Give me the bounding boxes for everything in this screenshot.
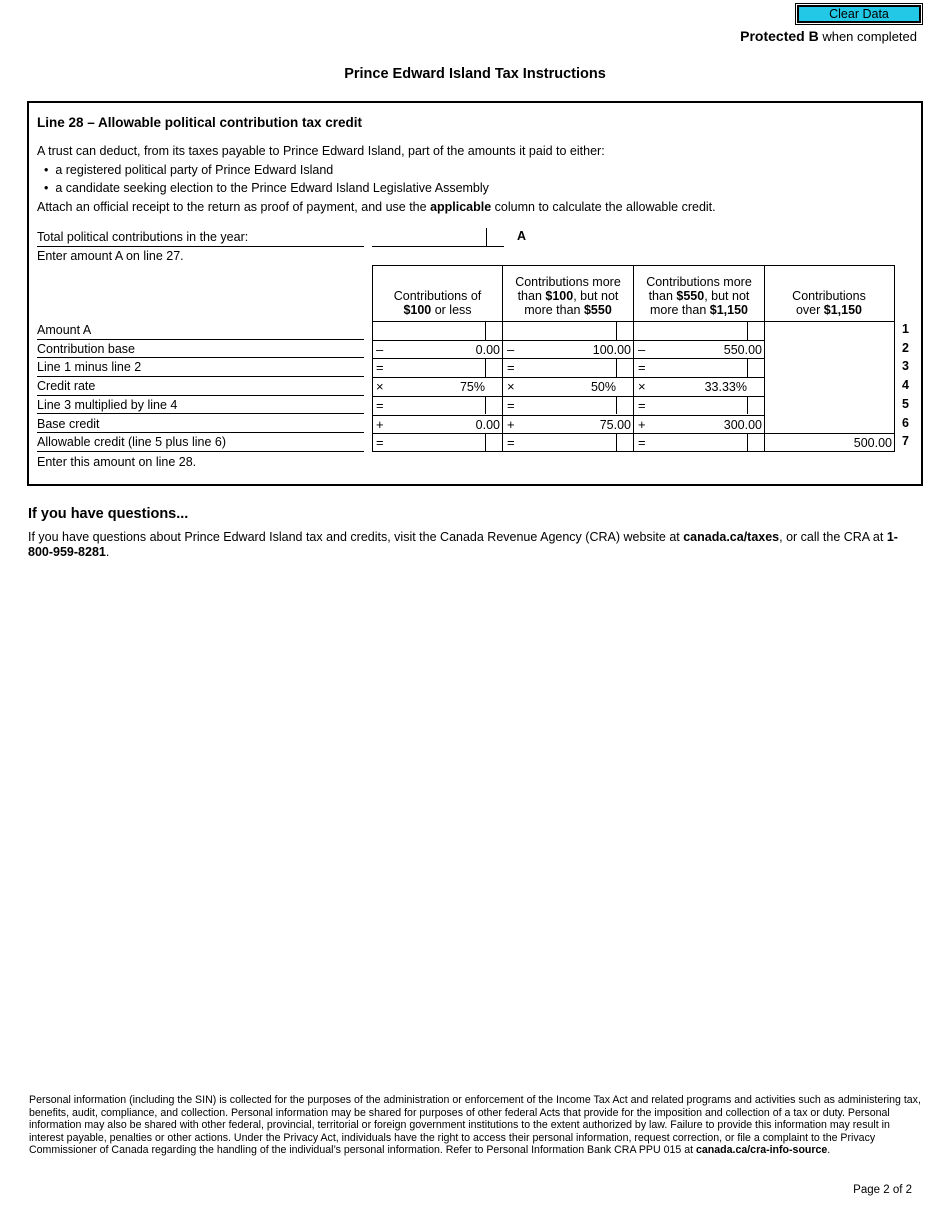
cents-separator: [747, 321, 748, 340]
cell-value: 75%: [459, 380, 485, 395]
operator-symbol: –: [507, 341, 515, 357]
section-heading: Line 28 – Allowable political contribution tax credit: [37, 115, 363, 130]
operator-symbol: =: [507, 360, 515, 376]
table-cell-value: [634, 340, 765, 359]
line-number: 5: [902, 396, 909, 411]
table-cell-input[interactable]: [503, 433, 634, 452]
operator-symbol: +: [376, 416, 384, 432]
enter-amount-a-note: Enter amount A on line 27.: [37, 249, 184, 263]
operator-symbol: =: [507, 435, 515, 451]
cents-separator: [485, 359, 486, 377]
line-number: 6: [902, 415, 909, 430]
operator-symbol: =: [376, 397, 384, 413]
table-cell-input[interactable]: [372, 321, 503, 340]
table-cell-value: [372, 377, 503, 396]
page-title: Prince Edward Island Tax Instructions: [344, 66, 606, 82]
enter-line-28-note: Enter this amount on line 28.: [37, 455, 197, 469]
table-cell-value: [503, 377, 634, 396]
intro-text: A trust can deduct, from its taxes payable to Prince Edward Island, part of the amounts it paid to either:: [37, 144, 605, 158]
page-number: Page 2 of 2: [853, 1184, 912, 1196]
info-source-link[interactable]: canada.ca/cra-info-source: [696, 1144, 828, 1157]
cell-value: 33.33%: [704, 380, 747, 395]
table-cell-value: [503, 340, 634, 359]
table-cell-input[interactable]: [372, 433, 503, 452]
code-a: A: [517, 229, 527, 243]
cents-separator: [616, 321, 617, 340]
table-cell-input[interactable]: [634, 321, 765, 340]
cents-separator: [485, 397, 486, 415]
operator-symbol: ×: [638, 379, 646, 395]
table-cell-input[interactable]: [634, 396, 765, 415]
cra-phone-number: 1-800-959-8281: [28, 530, 898, 559]
cents-separator: [616, 397, 617, 415]
cents-separator: [747, 397, 748, 415]
cents-separator: [616, 434, 617, 452]
cell-value: 300.00: [723, 417, 762, 432]
line-number: 2: [902, 340, 909, 355]
operator-symbol: =: [376, 360, 384, 376]
column-header-100-or-less: Contributions of $100 or less: [372, 265, 503, 321]
cell-value: 75.00: [599, 417, 631, 432]
row-label: Credit rate: [37, 377, 364, 396]
bullet-item: • a registered political party of Prince Edward Island: [44, 163, 334, 177]
cell-value: 500.00: [853, 436, 892, 451]
cents-separator: [747, 434, 748, 452]
row-label: Contribution base: [37, 340, 364, 359]
table-cell-input[interactable]: [634, 358, 765, 377]
operator-symbol: =: [376, 435, 384, 451]
cents-separator: [485, 321, 486, 340]
line-number: 1: [902, 322, 909, 336]
clear-data-button[interactable]: Clear Data: [797, 5, 921, 23]
table-cell-value: [634, 377, 765, 396]
table-cell-value: [372, 340, 503, 359]
cents-separator: [485, 434, 486, 452]
operator-symbol: =: [638, 435, 646, 451]
protected-b-notice: Protected B when completed: [740, 28, 917, 44]
cents-separator: [747, 359, 748, 377]
total-contributions-field[interactable]: [372, 228, 504, 247]
column-header-over-1150: Contributions over $1,150: [764, 265, 895, 321]
questions-text: If you have questions about Prince Edward Island tax and credits, visit the Canada Revenue Agency (CRA) website at canada.ca/taxes, or call the CRA at 1-800-959-8281.: [28, 530, 898, 559]
table-cell-input[interactable]: [503, 358, 634, 377]
table-cell-value: [503, 415, 634, 434]
line-number: 4: [902, 378, 909, 393]
cents-separator: [616, 359, 617, 377]
operator-symbol: =: [638, 360, 646, 376]
total-contributions-label: Total political contributions in the year:: [37, 228, 364, 247]
operator-symbol: +: [638, 416, 646, 432]
table-cell-input[interactable]: [503, 396, 634, 415]
line-number: 7: [902, 434, 909, 449]
questions-heading: If you have questions...: [28, 506, 189, 522]
table-cell-input[interactable]: [634, 433, 765, 452]
row-label: Allowable credit (line 5 plus line 6): [37, 433, 364, 452]
operator-symbol: ×: [376, 379, 384, 395]
cell-value: 0.00: [475, 417, 500, 432]
line-number: 3: [902, 359, 909, 374]
table-cell-input[interactable]: [372, 396, 503, 415]
row-label: Line 3 multiplied by line 4: [37, 396, 364, 415]
cell-value: 550.00: [723, 342, 762, 357]
operator-symbol: +: [507, 416, 515, 432]
attach-instructions: Attach an official receipt to the return as proof of payment, and use the applicable column to calculate the allowable credit.: [37, 200, 716, 214]
row-label: Base credit: [37, 415, 364, 434]
table-cell-input[interactable]: [372, 358, 503, 377]
cell-value: 50%: [590, 380, 616, 395]
cell-value: 100.00: [592, 342, 631, 357]
operator-symbol: –: [638, 341, 646, 357]
table-cell-input[interactable]: [503, 321, 634, 340]
privacy-statement: Personal information (including the SIN) is collected for the purposes of the administration or enforcement of the Income Tax Act and related programs and activities such as administering tax, benefits, audit, compliance, and collection. Personal information may be shared for purposes of other federal Acts that provide for the imposition and collection of a tax or duty. Personal information may also be shared with other federal, provincial, territorial or foreign government institutions to the extent authorized by law. Failure to provide this information may result in interest payable, penalties or other actions. Under the Privacy Act, individuals have the right to access their personal information, request correction, or file a complaint to the Privacy Commissioner of Canada regarding the handling of the individual’s personal information. Refer to Personal Information Bank CRA PPU 015 at canada.ca/cra-info-source.: [29, 1094, 921, 1157]
operator-symbol: =: [507, 397, 515, 413]
operator-symbol: –: [376, 341, 384, 357]
cra-website-link[interactable]: canada.ca/taxes: [683, 530, 780, 544]
row-label: Amount A: [37, 321, 364, 340]
allowable-credit-over-1150: [764, 433, 895, 452]
cell-value: 0.00: [475, 342, 500, 357]
operator-symbol: ×: [507, 379, 515, 395]
bullet-item: • a candidate seeking election to the Prince Edward Island Legislative Assembly: [44, 181, 489, 195]
column-header-100-to-550: Contributions more than $100, but not more than $550: [503, 265, 634, 321]
column-header-550-to-1150: Contributions more than $550, but not more than $1,150: [634, 265, 765, 321]
operator-symbol: =: [638, 397, 646, 413]
table-cell-value: [634, 415, 765, 434]
table-cell-value: [372, 415, 503, 434]
row-label: Line 1 minus line 2: [37, 358, 364, 377]
